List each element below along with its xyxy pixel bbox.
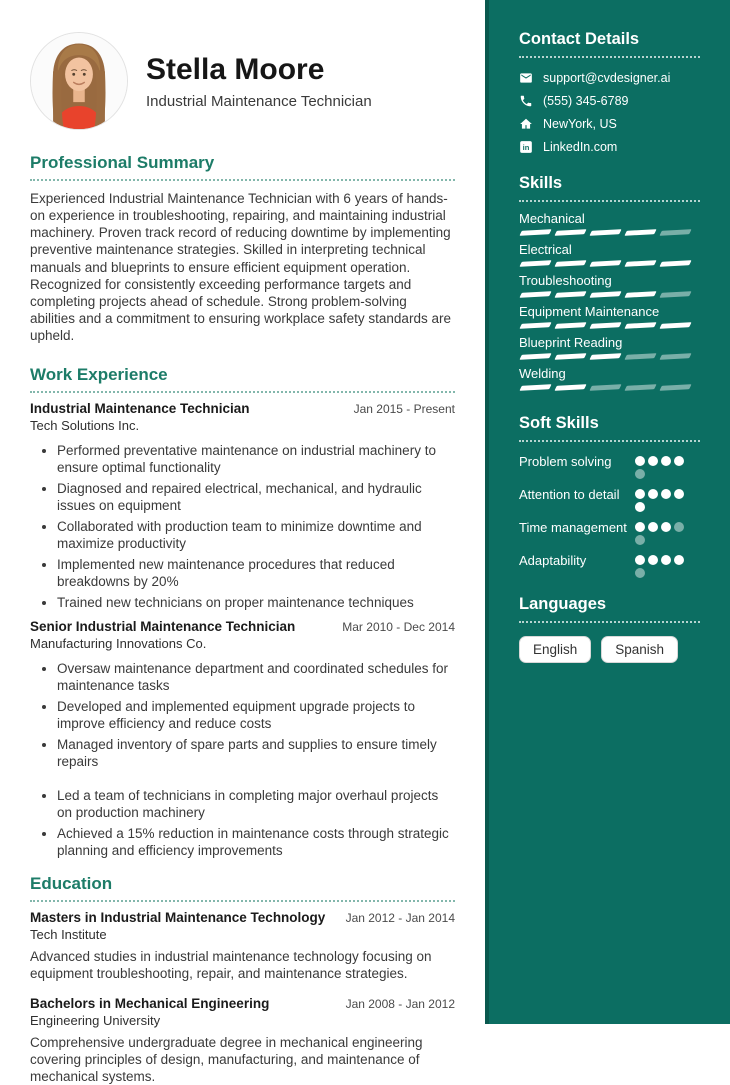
skill-segment-filled <box>519 260 551 267</box>
svg-text:in: in <box>522 143 530 153</box>
contact-email[interactable]: support@cvdesigner.ai <box>543 71 671 85</box>
skill-segment-filled <box>554 384 586 391</box>
degree-title: Masters in Industrial Maintenance Technology <box>30 910 326 926</box>
soft-skill-label: Attention to detail <box>519 487 620 502</box>
school-name: Tech Institute <box>30 927 107 943</box>
job-header <box>30 401 455 416</box>
contact-row-linkedin[interactable] <box>519 140 700 154</box>
education-dates: Jan 2008 - Jan 2012 <box>345 996 455 1011</box>
rating-dot-filled <box>635 489 645 499</box>
contact-row-location[interactable] <box>519 117 700 131</box>
skill-segment-filled <box>554 353 586 360</box>
soft-skill-label: Time management <box>519 520 627 535</box>
education-entry <box>30 910 455 982</box>
skill-bar <box>521 230 700 235</box>
person-name: Stella Moore <box>146 52 325 86</box>
rating-dot-filled <box>674 489 684 499</box>
soft-skill-row <box>519 486 700 512</box>
job-bullet-list <box>30 442 455 611</box>
skills-list <box>519 211 700 390</box>
skill-segment-filled <box>519 229 551 236</box>
rating-dot-filled <box>674 555 684 565</box>
summary-section <box>30 153 455 344</box>
soft-skill-dots <box>635 486 687 512</box>
summary-text: Experienced Industrial Maintenance Technician with 6 years of hands-on experience in troubleshooting, repairing, and maintaining industrial machinery. Proven track record of reducing downtime by implementing preventive maintenance strategies. Skilled in interpreting technical manuals and blueprints to ensure efficient equipment operation. Recognized for consistently exceeding performance targets and completing projects ahead of schedule. Strong problem-solving abilities and a commitment to ensuring workplace safety standards are upheld. <box>30 191 451 344</box>
job-title: Senior Industrial Maintenance Technician <box>30 619 296 635</box>
soft-skill-dots <box>635 519 687 545</box>
bullet-item: • Achieved a 15% reduction in maintenance costs through strategic planning and efficiency improvements <box>57 825 455 859</box>
skill-bar <box>521 385 700 390</box>
education-dates: Jan 2012 - Jan 2014 <box>345 911 455 926</box>
education-section <box>30 874 455 1085</box>
skill-bar <box>521 292 700 297</box>
education-header <box>30 910 455 925</box>
skill-segment-empty <box>659 384 691 391</box>
portrait-illustration <box>31 33 127 129</box>
contact-location[interactable]: NewYork, US <box>543 117 617 131</box>
bullet-item: • Led a team of technicians in completing major overhaul projects on production machinery <box>57 787 455 821</box>
rating-dot-filled <box>661 489 671 499</box>
skill-segment-filled <box>659 260 691 267</box>
contact-heading: Contact Details <box>519 30 700 58</box>
skills-section <box>519 174 700 390</box>
rating-dot-filled <box>661 555 671 565</box>
skill-segment-filled <box>589 353 621 360</box>
phone-icon <box>519 94 533 108</box>
rating-dot-empty <box>635 535 645 545</box>
education-header <box>30 996 455 1011</box>
rating-dot-filled <box>635 555 645 565</box>
education-entry <box>30 996 455 1085</box>
job-entry <box>30 401 455 611</box>
degree-title: Bachelors in Mechanical Engineering <box>30 995 270 1011</box>
rating-dot-filled <box>635 502 645 512</box>
rating-dot-filled <box>648 489 658 499</box>
skill-segment-filled <box>554 291 586 298</box>
skill-segment-filled <box>519 291 551 298</box>
bullet-item: • Developed and implemented equipment upgrade projects to improve efficiency and reduce costs <box>57 698 455 732</box>
language-pills <box>519 636 700 663</box>
skill-segment-filled <box>554 322 586 329</box>
job-bullet-list <box>30 660 455 859</box>
skill-segment-filled <box>554 229 586 236</box>
soft-skill-row <box>519 519 700 545</box>
skill-segment-filled <box>589 291 621 298</box>
skill-row <box>519 273 700 297</box>
skill-segment-filled <box>624 291 656 298</box>
job-entry <box>30 619 455 859</box>
skill-segment-filled <box>624 322 656 329</box>
soft-skill-dots <box>635 552 687 578</box>
school-name: Engineering University <box>30 1012 161 1028</box>
rating-dot-filled <box>648 555 658 565</box>
skill-bar <box>521 261 700 266</box>
summary-heading: Professional Summary <box>30 153 455 181</box>
languages-section <box>519 595 700 663</box>
contact-phone[interactable]: (555) 345-6789 <box>543 94 629 108</box>
skill-segment-empty <box>589 384 621 391</box>
job-header <box>30 619 455 634</box>
rating-dot-filled <box>648 522 658 532</box>
rating-dot-filled <box>674 456 684 466</box>
rating-dot-empty <box>635 568 645 578</box>
job-dates: Jan 2015 - Present <box>353 402 455 417</box>
skill-label: Troubleshooting <box>519 273 612 288</box>
bullet-item: • Trained new technicians on proper maintenance techniques <box>57 594 455 611</box>
identity-text <box>146 53 372 110</box>
identity-header <box>30 32 455 130</box>
education-heading: Education <box>30 874 455 902</box>
skill-row <box>519 366 700 390</box>
skill-segment-empty <box>659 291 691 298</box>
bullet-item: • Diagnosed and repaired electrical, mechanical, and hydraulic issues on equipment <box>57 480 455 514</box>
rating-dot-filled <box>635 522 645 532</box>
skill-segment-filled <box>624 229 656 236</box>
language-pill: Spanish <box>601 636 678 663</box>
skill-row <box>519 304 700 328</box>
contact-row-phone[interactable] <box>519 94 700 108</box>
profile-photo <box>30 32 128 130</box>
skill-segment-filled <box>624 260 656 267</box>
rating-dot-filled <box>648 456 658 466</box>
soft-skill-row <box>519 453 700 479</box>
bullet-item: • Performed preventative maintenance on industrial machinery to ensure optimal functionality <box>57 442 455 476</box>
skill-segment-empty <box>624 384 656 391</box>
skill-bar <box>521 323 700 328</box>
bullet-item: • Collaborated with production team to minimize downtime and maximize productivity <box>57 518 455 552</box>
soft-skill-label: Adaptability <box>519 553 587 568</box>
soft-skill-row <box>519 552 700 578</box>
bullet-item: • Managed inventory of spare parts and supplies to ensure timely repairs <box>57 736 455 770</box>
soft-skills-list <box>519 453 700 578</box>
skill-segment-filled <box>519 384 551 391</box>
skill-segment-empty <box>659 229 691 236</box>
contact-row-email[interactable] <box>519 71 700 85</box>
job-company: Tech Solutions Inc. <box>30 418 140 434</box>
rating-dot-filled <box>635 456 645 466</box>
skill-label: Welding <box>519 366 566 381</box>
soft-skill-dots <box>635 453 687 479</box>
skill-segment-filled <box>589 229 621 236</box>
work-heading: Work Experience <box>30 365 455 393</box>
skill-segment-empty <box>659 353 691 360</box>
job-company: Manufacturing Innovations Co. <box>30 636 207 652</box>
job-title: Industrial Maintenance Technician <box>30 401 250 417</box>
contact-list <box>519 71 700 154</box>
home-icon <box>519 117 533 131</box>
skill-segment-filled <box>519 322 551 329</box>
rating-dot-empty <box>674 522 684 532</box>
skill-label: Equipment Maintenance <box>519 304 660 319</box>
contact-section <box>519 30 700 154</box>
person-job-title: Industrial Maintenance Technician <box>146 92 372 110</box>
linkedin-icon <box>519 140 533 154</box>
email-icon <box>519 71 533 85</box>
skills-heading: Skills <box>519 174 700 202</box>
skill-row <box>519 211 700 235</box>
language-pill: English <box>519 636 591 663</box>
contact-linkedin[interactable]: LinkedIn.com <box>543 140 618 154</box>
bullet-item: • Oversaw maintenance department and coordinated schedules for maintenance tasks <box>57 660 455 694</box>
skill-row <box>519 335 700 359</box>
skill-segment-filled <box>589 260 621 267</box>
soft-skills-heading: Soft Skills <box>519 414 700 442</box>
skill-label: Electrical <box>519 242 572 257</box>
skill-row <box>519 242 700 266</box>
languages-heading: Languages <box>519 595 700 623</box>
education-description: Advanced studies in industrial maintenance technology focusing on equipment troubleshooting, repair, and maintenance strategies. <box>30 949 432 982</box>
soft-skills-section <box>519 414 700 578</box>
skill-segment-filled <box>589 322 621 329</box>
skill-segment-empty <box>624 353 656 360</box>
rating-dot-filled <box>661 522 671 532</box>
bullet-item: • Implemented new maintenance procedures that reduced breakdowns by 20% <box>57 556 455 590</box>
skill-label: Blueprint Reading <box>519 335 623 350</box>
sidebar <box>485 0 730 1024</box>
skill-segment-filled <box>659 322 691 329</box>
skill-bar <box>521 354 700 359</box>
soft-skill-label: Problem solving <box>519 454 612 469</box>
skill-label: Mechanical <box>519 211 585 226</box>
rating-dot-filled <box>661 456 671 466</box>
job-dates: Mar 2010 - Dec 2014 <box>342 620 455 635</box>
education-description: Comprehensive undergraduate degree in mechanical engineering covering principles of design, manufacturing, and maintenance of mechanical systems. <box>30 1034 423 1084</box>
skill-segment-filled <box>519 353 551 360</box>
skill-segment-filled <box>554 260 586 267</box>
work-experience-section <box>30 365 455 859</box>
rating-dot-empty <box>635 469 645 479</box>
